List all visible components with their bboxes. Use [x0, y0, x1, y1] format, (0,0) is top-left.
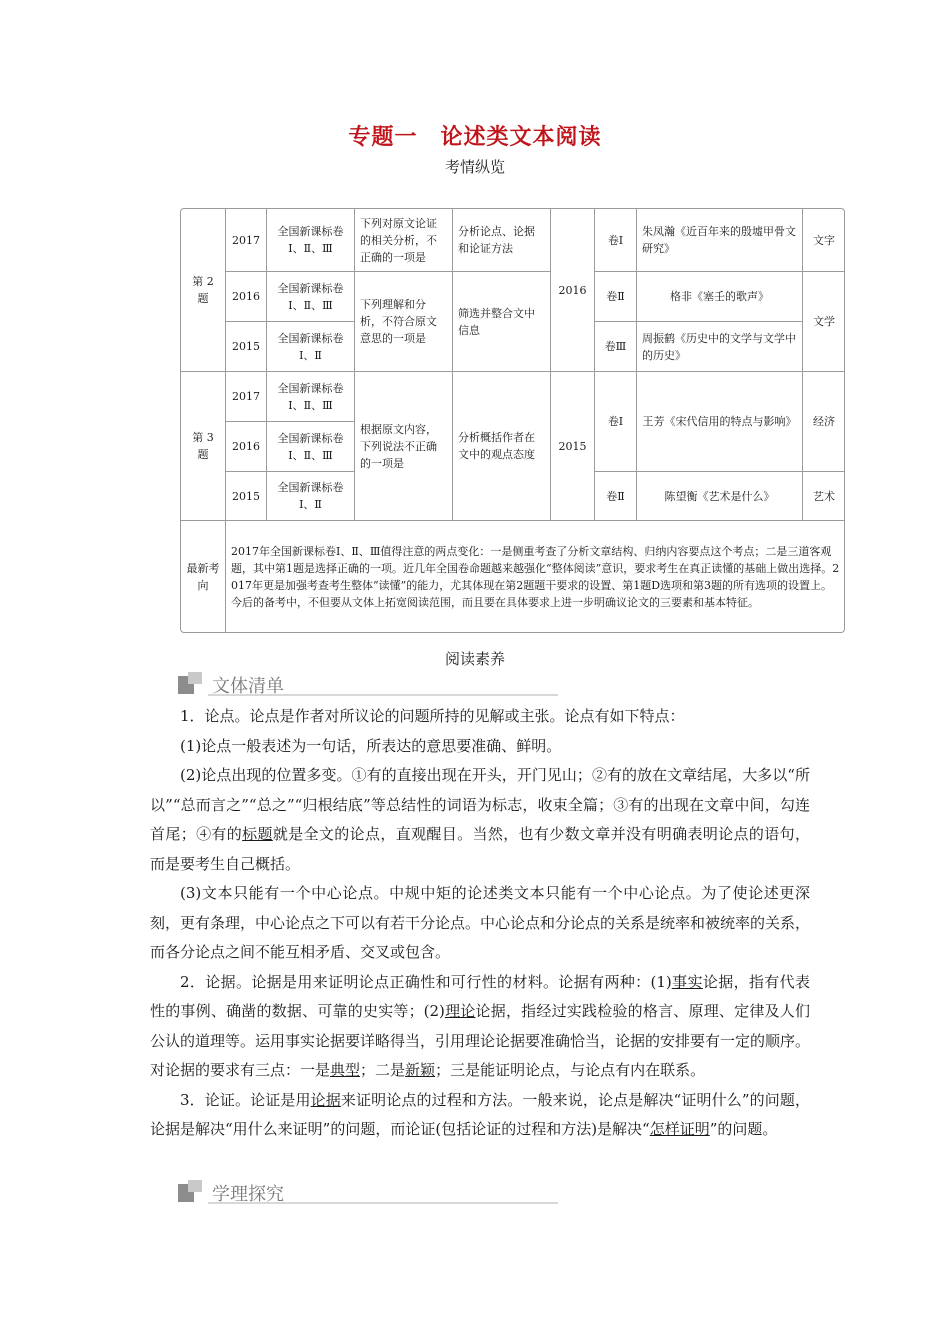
- volume-cell: 卷Ⅰ: [595, 372, 637, 472]
- requirement-cell: 下列对原文论证的相关分析，不正确的一项是: [355, 209, 453, 272]
- requirement-cell: 根据原文内容，下列说法不正确的一项是: [355, 372, 453, 521]
- volume-cell: 卷Ⅱ: [595, 472, 637, 521]
- text-type-cell: 经济: [803, 372, 846, 472]
- year-cell: 2015: [226, 322, 267, 372]
- underlined-term: 理论: [444, 1002, 476, 1020]
- volume-cell: 卷Ⅱ: [595, 272, 637, 322]
- requirement-cell: 下列理解和分析，不符合原文意思的一项是: [355, 272, 453, 372]
- volume-cell: 卷Ⅰ: [595, 209, 637, 272]
- skill-cell: 筛选并整合文中信息: [453, 272, 551, 372]
- section-subtitle: 考情纵览: [444, 158, 505, 176]
- underlined-term: 怎样证明: [649, 1120, 710, 1138]
- example-year-cell: 2015: [551, 372, 595, 521]
- text-type-cell: 文学: [803, 272, 846, 372]
- body-text: [150, 702, 810, 1145]
- year-cell: 2017: [226, 209, 267, 272]
- paragraph: (2)论点出现的位置多变。①有的直接出现在开头，开门见山；②有的放在文章结尾，大多以“所以”“总而言之”“总之”“归根结底”等总结性的词语为标志，收束全篇；③有的出现在文章中间，勾连首尾；④有的标题就是全文的论点，直观醒目。当然，也有少数文章并没有明确表明论点的语句，而是要考生自己概括。: [150, 766, 810, 873]
- volume-cell: 卷Ⅲ: [595, 322, 637, 372]
- q3-label: 第 3 题: [181, 372, 226, 521]
- paragraph: 2．论据。论据是用来证明论点正确性和可行性的材料。论据有两种：(1)事实论据，指有代表性的事例、确凿的数据、可靠的史实等；(2)理论论据，指经过实践检验的格言、原理、定律及人们公认的道理等。运用事实论据要详略得当，引用理论论据要准确恰当，论据的安排要有一定的顺序。对论据的要求有三点：一是典型；二是新颖；三是能证明论点，与论点有内在联系。: [150, 972, 811, 1079]
- paper-cell: 全国新课标卷Ⅰ、Ⅱ: [267, 472, 355, 521]
- underlined-term: 标题: [242, 825, 273, 843]
- skill-cell: 分析概括作者在文中的观点态度: [453, 372, 551, 521]
- heading-label: 学理探究: [212, 1184, 284, 1205]
- year-cell: 2017: [226, 372, 267, 422]
- year-cell: 2016: [226, 272, 267, 322]
- underlined-term: 新颖: [405, 1061, 436, 1079]
- latest-label: 最新考向: [181, 521, 226, 634]
- skill-cell: 分析论点、论据和论证方法: [453, 209, 551, 272]
- latest-trend-text: 2017年全国新课标卷Ⅰ、Ⅱ、Ⅲ值得注意的两点变化：一是侧重考查了分析文章结构、归纳内容要点这个考点；二是三道客观题，其中第1题是选择正确的一项。近几年全国卷命题越来越强化“整体阅读”意识，要求考生在真正读懂的基础上做出选择。2017年更是加强考查考生整体“读懂”的能力，尤其体现在第2题题干要求的设置、第1题D选项和第3题的所有选项的设置上。今后的备考中，不但要从文体上拓宽阅读范围，而且要在具体要求上进一步明确议论文的三要素和基本特征。: [226, 521, 846, 634]
- paper-cell: 全国新课标卷Ⅰ、Ⅱ、Ⅲ: [267, 209, 355, 272]
- text-type-cell: 文字: [803, 209, 846, 272]
- heading-label: 文体清单: [212, 676, 284, 697]
- paper-cell: 全国新课标卷Ⅰ、Ⅱ: [267, 322, 355, 372]
- section-heading-genre: [178, 672, 558, 696]
- underlined-term: 论据: [310, 1090, 341, 1109]
- paragraph: (1)论点一般表述为一句话，所表达的意思要准确、鲜明。: [180, 736, 562, 755]
- exam-overview-table: [180, 208, 845, 633]
- section-heading-theory: [178, 1180, 558, 1204]
- paper-cell: 全国新课标卷Ⅰ、Ⅱ、Ⅲ: [267, 272, 355, 322]
- example-text-cell: 陈望衡《艺术是什么》: [637, 472, 803, 521]
- example-text-cell: 王芳《宋代信用的特点与影响》: [637, 372, 803, 472]
- paragraph: (3)文本只能有一个中心论点。中规中矩的论述类文本只能有一个中心论点。为了使论述更深刻，更有条理，中心论点之下可以有若干分论点。中心论点和分论点的关系是统率和被统率的关系，而各分论点之间不能互相矛盾、交叉或包含。: [150, 884, 811, 961]
- paper-cell: 全国新课标卷Ⅰ、Ⅱ、Ⅲ: [267, 422, 355, 472]
- example-text-cell: 朱凤瀚《近百年来的殷墟甲骨文研究》: [637, 209, 803, 272]
- year-cell: 2015: [226, 472, 267, 521]
- paragraph: 3．论证。论证是用论据来证明论点的过程和方法。一般来说，论点是解决“证明什么”的问题，论据是解决“用什么来证明”的问题，而论证(包括论证的过程和方法)是解决“怎样证明”的问题。: [150, 1090, 810, 1138]
- text-type-cell: 艺术: [803, 472, 846, 521]
- reading-section-title: 阅读素养: [444, 650, 505, 668]
- q2-label: 第 2 题: [181, 209, 226, 372]
- underlined-term: 事实: [671, 972, 703, 991]
- paragraph: 1．论点。论点是作者对所议论的问题所持的见解或主张。论点有如下特点：: [180, 707, 685, 725]
- heading-block-icon: [188, 672, 202, 684]
- year-cell: 2016: [226, 422, 267, 472]
- example-text-cell: 周振鹤《历史中的文学与文学中的历史》: [637, 322, 803, 372]
- heading-block-icon: [188, 1180, 202, 1192]
- example-year-cell: 2016: [551, 209, 595, 372]
- example-text-cell: 格非《塞壬的歌声》: [637, 272, 803, 322]
- underlined-term: 典型: [330, 1061, 361, 1079]
- page-title: 专题一 论述类文本阅读: [348, 125, 602, 150]
- paper-cell: 全国新课标卷Ⅰ、Ⅱ、Ⅲ: [267, 372, 355, 422]
